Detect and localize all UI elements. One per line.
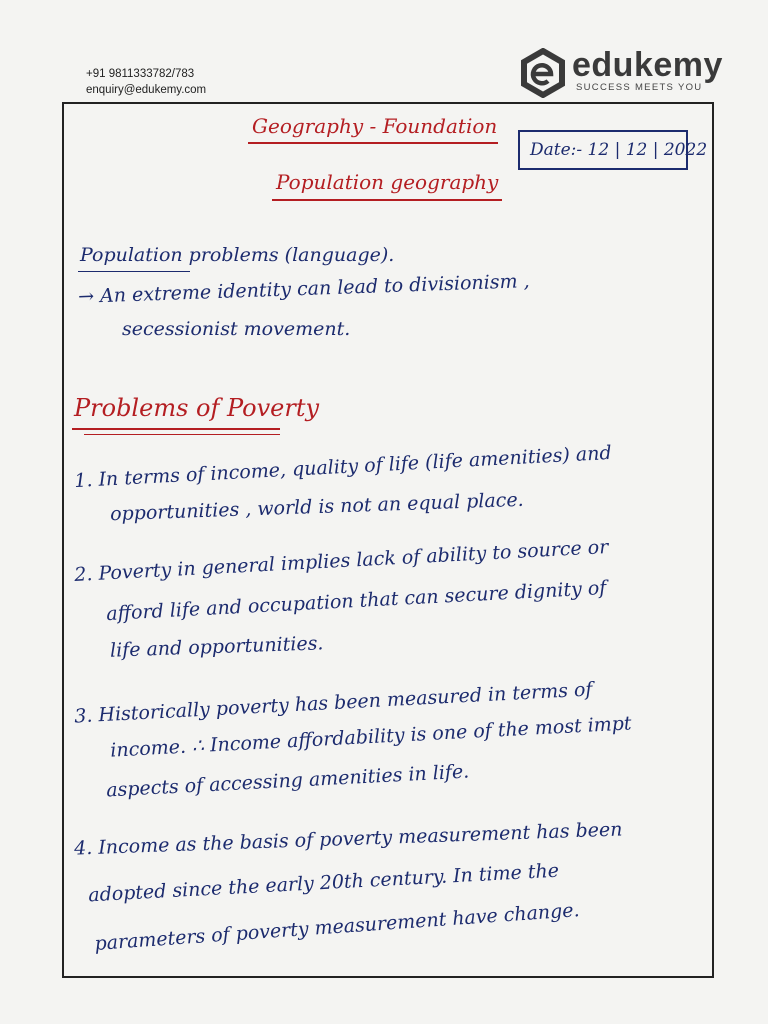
- section1-heading: Population problems (language).: [80, 244, 395, 266]
- section2-underline: [72, 428, 280, 430]
- page-title: Geography - Foundation: [252, 114, 498, 138]
- date-text: Date:- 12 | 12 | 2022: [530, 140, 708, 160]
- subtitle-underline: [272, 199, 502, 201]
- edukemy-logo: [520, 46, 740, 100]
- text-line: life and opportunities.: [109, 632, 324, 662]
- text-line: secessionist movement.: [122, 318, 351, 340]
- logo-wordmark: edukemy: [572, 46, 723, 84]
- date-box: [518, 130, 708, 170]
- section1-underline: [78, 271, 190, 272]
- text-line: aspects of accessing amenities in life.: [105, 760, 470, 802]
- text-line: → An extreme identity can lead to divisionism ,: [77, 270, 530, 308]
- text-line: 3. Historically poverty has been measured in terms of: [73, 678, 593, 728]
- text-line: adopted since the early 20th century. In time the: [87, 859, 560, 907]
- text-line: afford life and occupation that can secure dignity of: [105, 576, 607, 626]
- section2-underline-second: [84, 434, 280, 435]
- logo-tagline: SUCCESS MEETS YOU: [576, 82, 703, 93]
- notes-sheet: [62, 102, 714, 978]
- logo-hexagon-icon: [520, 48, 566, 98]
- page-subtitle: Population geography: [276, 170, 499, 194]
- email-address: enquiry@edukemy.com: [86, 84, 207, 96]
- text-line: parameters of poverty measurement have change.: [93, 899, 581, 955]
- section2-heading: Problems of Poverty: [74, 394, 320, 422]
- text-line: 4. Income as the basis of poverty measurement has been: [73, 818, 623, 860]
- text-line: opportunities , world is not an equal place.: [109, 488, 525, 526]
- watermark: [380, 462, 441, 604]
- contact-info: [86, 66, 206, 98]
- phone-number: +91 9811333782/783: [86, 68, 195, 80]
- text-line: income. ∴ Income affordability is one of the most impt: [109, 712, 633, 762]
- title-underline: [248, 142, 498, 144]
- text-line: 1. In terms of income, quality of life (life amenities) and: [73, 441, 613, 493]
- text-line: 2. Poverty in general implies lack of ability to source or: [73, 536, 609, 586]
